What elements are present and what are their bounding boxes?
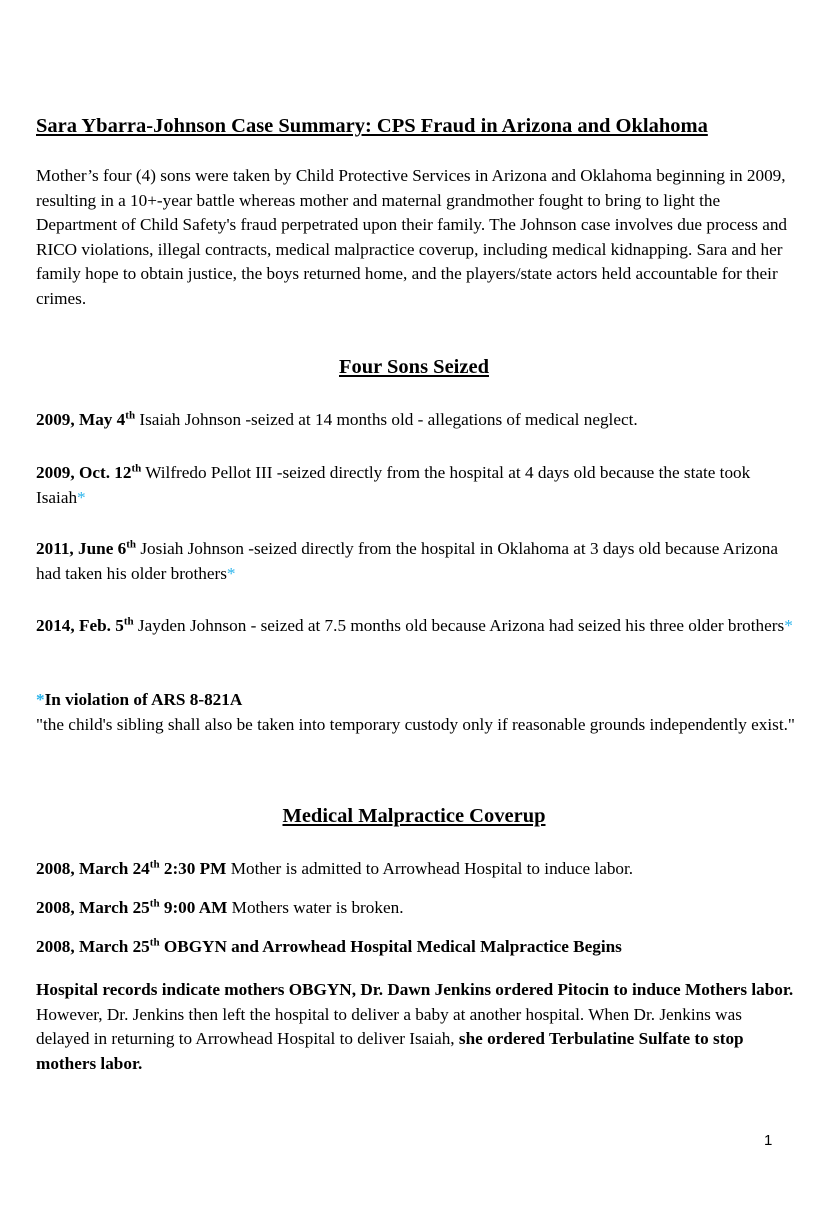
asterisk-footnote-marker: *: [226, 563, 236, 583]
entry-date-suffix: th: [125, 409, 136, 422]
asterisk-footnote-marker: *: [784, 616, 793, 635]
malpractice-entry-2: [36, 896, 796, 921]
entry-date: 2011, June 6: [36, 539, 127, 558]
entry-date-suffix: th: [149, 936, 160, 949]
entry-text: Mother is admitted to Arrowhead Hospital to induce labor.: [226, 859, 634, 878]
entry-date-suffix: th: [149, 858, 160, 871]
hospital-records-paragraph: [36, 978, 802, 1076]
malpractice-entry-3: [36, 935, 796, 960]
entry-date: 2009, May 4: [36, 410, 126, 429]
entry-date: 2009, Oct. 12: [36, 463, 132, 482]
malpractice-entry-1: [36, 857, 796, 882]
records-bold-tail: she ordered Terbulatine Sulfate to stop mothers labor.: [36, 1029, 744, 1073]
four-sons-heading: Four Sons Seized: [339, 356, 489, 378]
violation-note: [36, 688, 796, 737]
entry-time: 2:30 PM: [159, 859, 227, 878]
son-entry-2: [36, 461, 796, 510]
entry-text: Josiah Johnson -seized directly from the hospital in Oklahoma at 3 days old because Arizona had taken his older brothers: [36, 539, 779, 583]
entry-date: 2014, Feb. 5: [36, 616, 124, 635]
asterisk-footnote-marker: *: [77, 487, 86, 507]
son-entry-1: [36, 408, 796, 433]
document-title: Sara Ybarra-Johnson Case Summary: CPS Fraud in Arizona and Oklahoma: [36, 115, 708, 137]
entry-text: Mothers water is broken.: [227, 898, 404, 917]
son-entry-4: [36, 614, 796, 639]
asterisk-footnote-marker: *: [36, 690, 45, 709]
entry-date: 2008, March 24: [36, 859, 150, 878]
son-entry-3: [36, 537, 796, 586]
entry-date: 2008, March 25: [36, 898, 150, 917]
entry-text: Wilfredo Pellot III -seized directly from the hospital at 4 days old because the state took Isaiah: [36, 463, 751, 507]
entry-date-suffix: th: [126, 538, 137, 551]
records-bold-lead: Hospital records indicate mothers OBGYN, Dr. Dawn Jenkins ordered Pitocin to induce Mothers labor.: [36, 980, 794, 999]
entry-text: Jayden Johnson - seized at 7.5 months old because Arizona had seized his three older brothers: [133, 616, 785, 635]
violation-quote: "the child's sibling shall also be taken into temporary custody only if reasonable grounds independently exist.": [36, 714, 795, 734]
entry-time: 9:00 AM: [159, 898, 228, 917]
intro-paragraph: Mother’s four (4) sons were taken by Child Protective Services in Arizona and Oklahoma beginning in 2009, resulting in a 10+-year battle whereas mother and maternal grandmother fought to bring to light the Department of Child Safety's fraud perpetrated upon their family. The Johnson case involves due process and RICO violations, illegal contracts, medical malpractice coverup, including medical kidnapping. Sara and her family hope to obtain justice, the boys returned home, and the players/state actors held accountable for their crimes.: [36, 166, 788, 308]
malpractice-heading: Medical Malpractice Coverup: [282, 805, 546, 827]
page-number: 1: [764, 1132, 773, 1149]
records-middle: However, Dr. Jenkins then left the hospital to deliver a baby at another hospital. When Dr. Jenkins was delayed in returning to Arrowhead Hospital to deliver Isaiah,: [36, 980, 802, 1049]
violation-label: In violation of ARS 8-821A: [44, 690, 243, 709]
entry-text: Isaiah Johnson -seized at 14 months old - allegations of medical neglect.: [135, 410, 638, 429]
entry-heading-text: OBGYN and Arrowhead Hospital Medical Malpractice Begins: [159, 937, 622, 956]
entry-date-suffix: th: [149, 897, 160, 910]
entry-date-suffix: th: [123, 615, 134, 628]
entry-date-suffix: th: [131, 462, 142, 475]
entry-date: 2008, March 25: [36, 937, 150, 956]
